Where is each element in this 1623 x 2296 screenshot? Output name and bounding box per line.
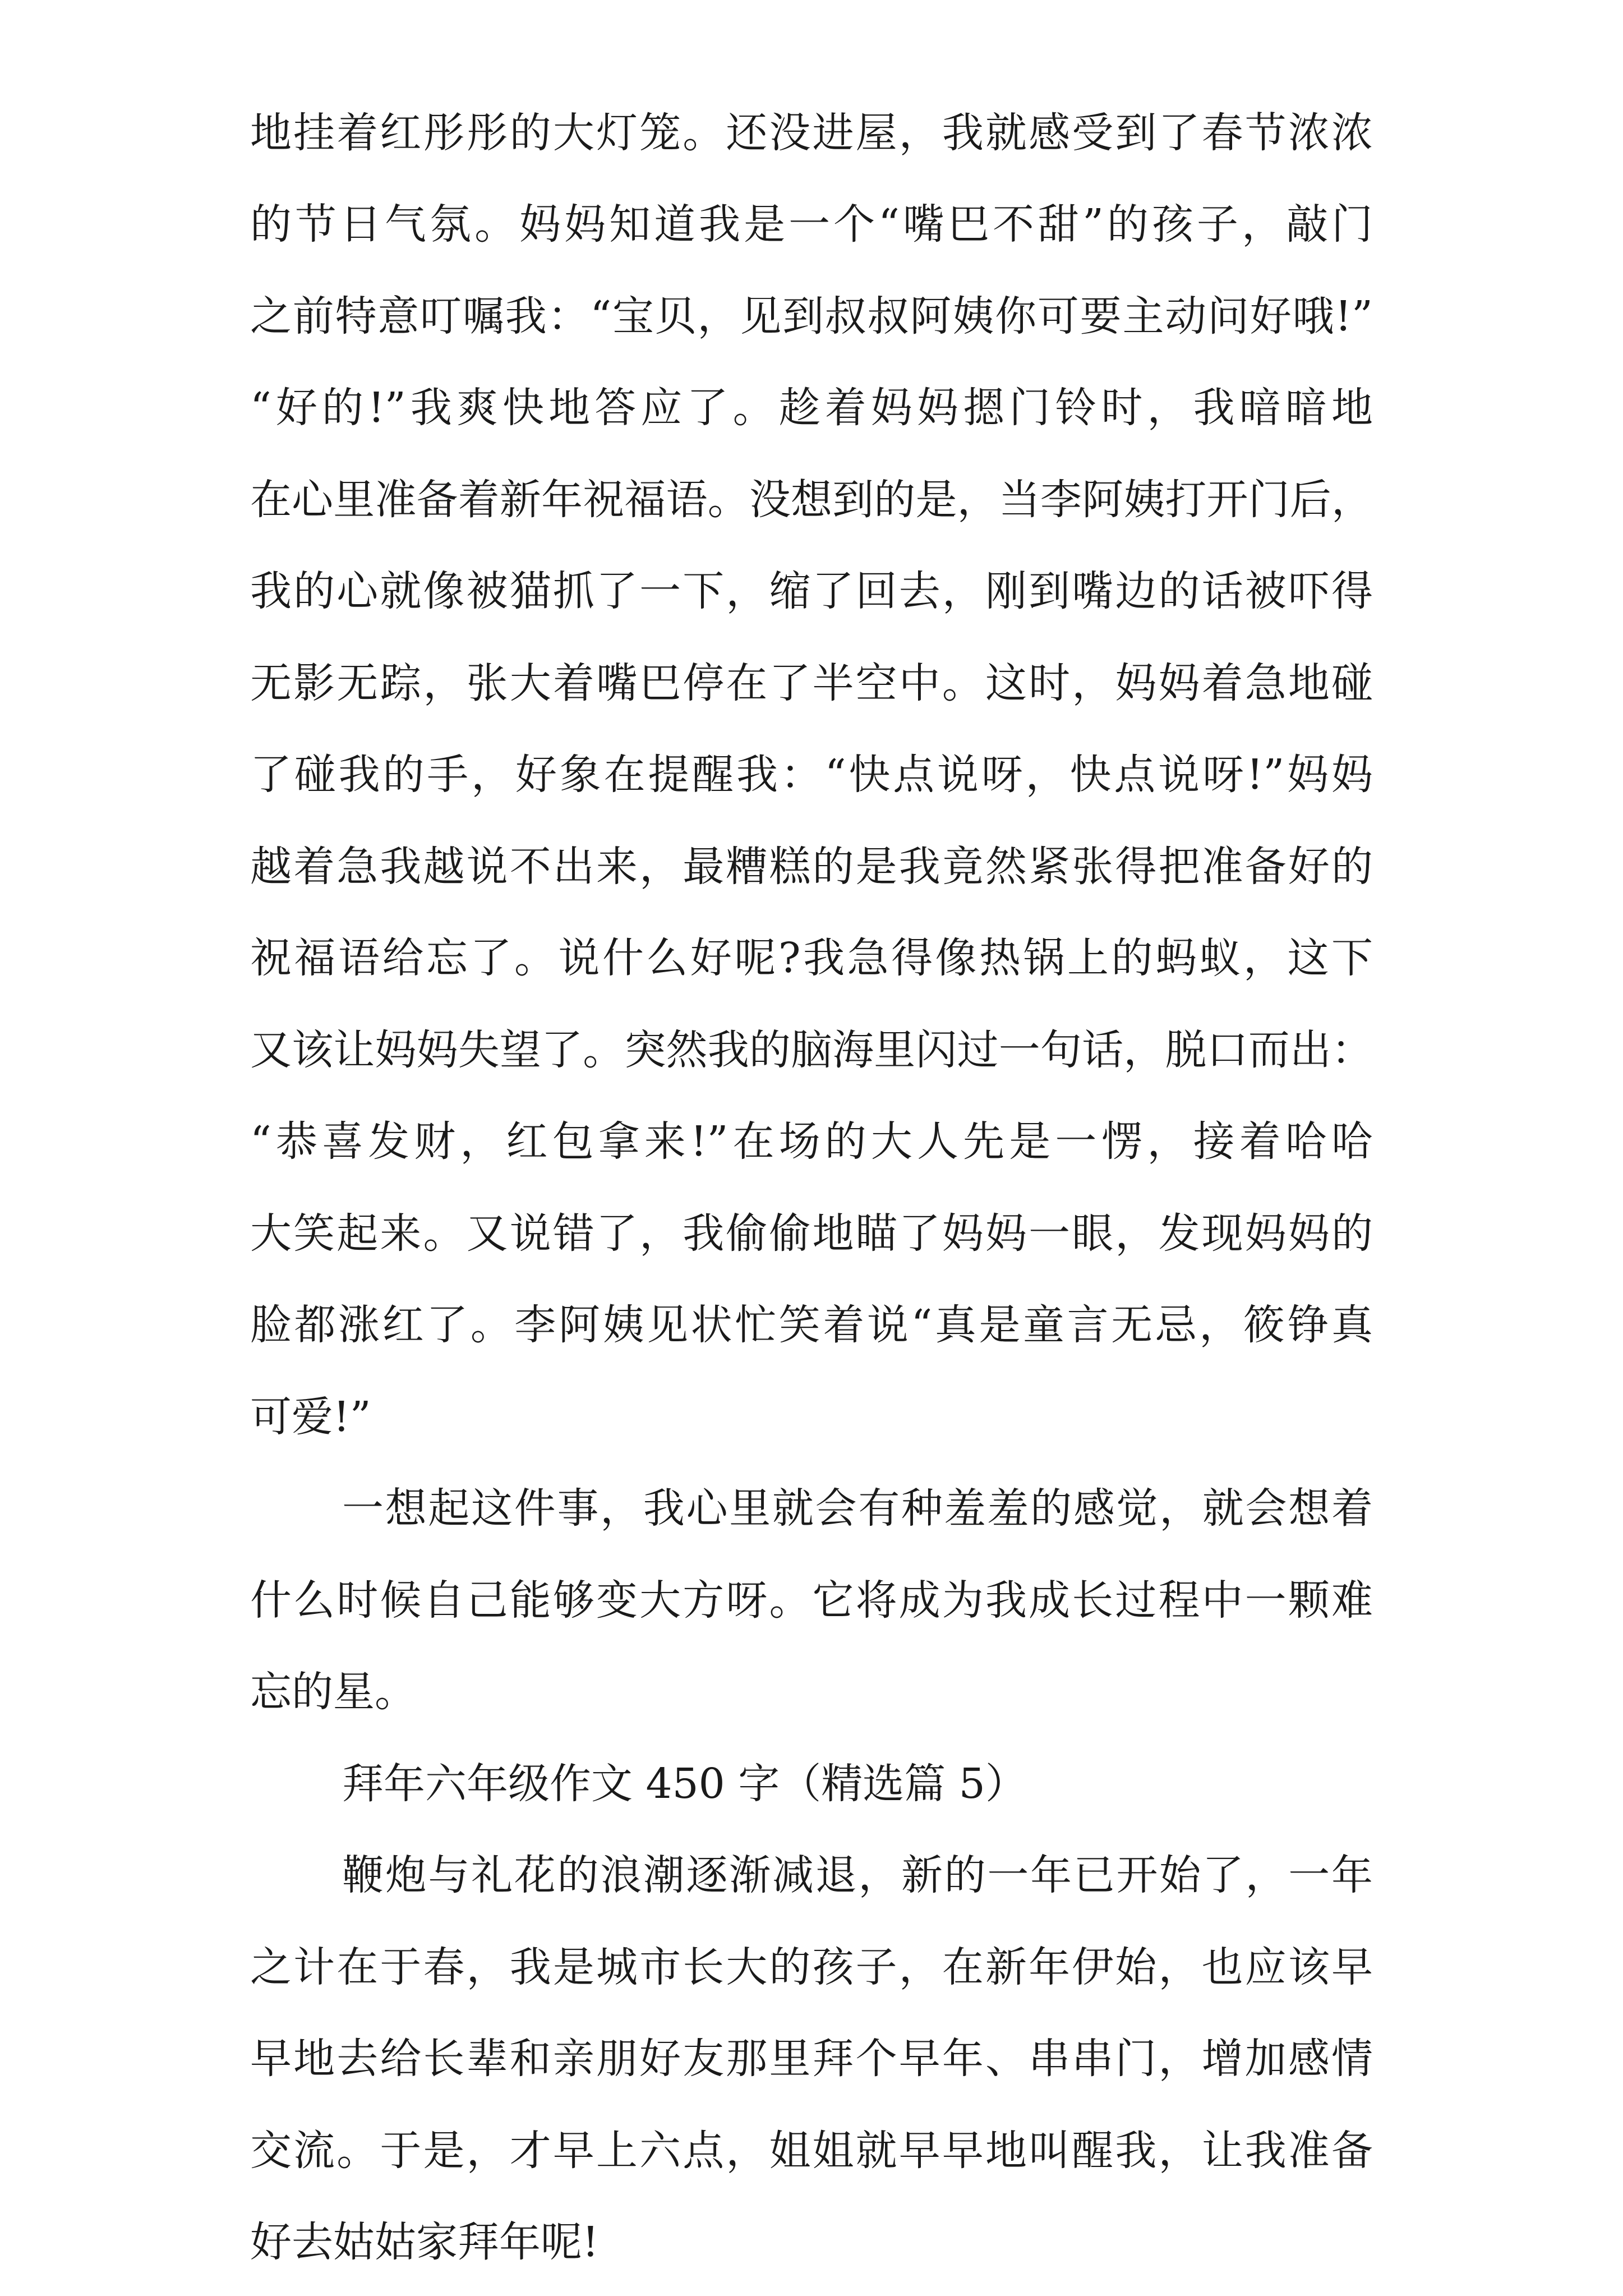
paragraph-2-line-2: 什么时候自己能够变大方呀。它将成为我成长过程中一颗难 — [250, 1576, 1373, 1625]
paragraph-1-line-1: 地挂着红彤彤的大灯笼。还没进屋，我就感受到了春节浓浓 — [250, 109, 1373, 157]
paragraph-1-line-11: 又该让妈妈失望了。突然我的脑海里闪过一句话，脱口而出： — [250, 1026, 1373, 1074]
paragraph-1-line-8: 了碰我的手，好象在提醒我：“快点说呀，快点说呀!”妈妈 — [250, 751, 1373, 799]
section-heading: 拜年六年级作文 450 字（精选篇 5） — [342, 1760, 1027, 1808]
paragraph-1-line-13: 大笑起来。又说错了，我偷偷地瞄了妈妈一眼，发现妈妈的 — [250, 1209, 1373, 1258]
paragraph-1-line-3: 之前特意叮嘱我：“宝贝，见到叔叔阿姨你可要主动问好哦!” — [250, 292, 1373, 341]
paragraph-3-line-3: 早地去给长辈和亲朋好友那里拜个早年、串串门，增加感情 — [250, 2035, 1373, 2083]
paragraph-3-line-5: 好去姑姑家拜年呢! — [250, 2218, 599, 2266]
paragraph-1-line-4: “好的!”我爽快地答应了。趁着妈妈摁门铃时，我暗暗地 — [250, 384, 1373, 432]
paragraph-1-line-14: 脸都涨红了。李阿姨见状忙笑着说“真是童言无忌，筱铮真 — [250, 1301, 1373, 1349]
paragraph-1-line-5: 在心里准备着新年祝福语。没想到的是，当李阿姨打开门后， — [250, 476, 1373, 524]
paragraph-1-line-7: 无影无踪，张大着嘴巴停在了半空中。这时，妈妈着急地碰 — [250, 659, 1373, 707]
paragraph-3-line-4: 交流。于是，才早上六点，姐姐就早早地叫醒我，让我准备 — [250, 2127, 1373, 2175]
paragraph-2-line-3: 忘的星。 — [250, 1668, 416, 1716]
paragraph-1-line-12: “恭喜发财，红包拿来!”在场的大人先是一愣，接着哈哈 — [250, 1117, 1373, 1166]
paragraph-3-line-1: 鞭炮与礼花的浪潮逐渐减退，新的一年已开始了，一年 — [342, 1851, 1373, 1899]
paragraph-1-line-2: 的节日气氛。妈妈知道我是一个“嘴巴不甜”的孩子，敲门 — [250, 200, 1373, 249]
paragraph-1-line-10: 祝福语给忘了。说什么好呢?我急得像热锅上的蚂蚁，这下 — [250, 934, 1373, 982]
paragraph-1-line-9: 越着急我越说不出来，最糟糕的是我竟然紧张得把准备好的 — [250, 843, 1373, 891]
paragraph-2-line-1: 一想起这件事，我心里就会有种羞羞的感觉，就会想着 — [342, 1484, 1373, 1533]
paragraph-3-line-2: 之计在于春，我是城市长大的孩子，在新年伊始，也应该早 — [250, 1943, 1373, 1991]
paragraph-1-line-15: 可爱!” — [250, 1393, 371, 1441]
paragraph-1-line-6: 我的心就像被猫抓了一下，缩了回去，刚到嘴边的话被吓得 — [250, 567, 1373, 615]
